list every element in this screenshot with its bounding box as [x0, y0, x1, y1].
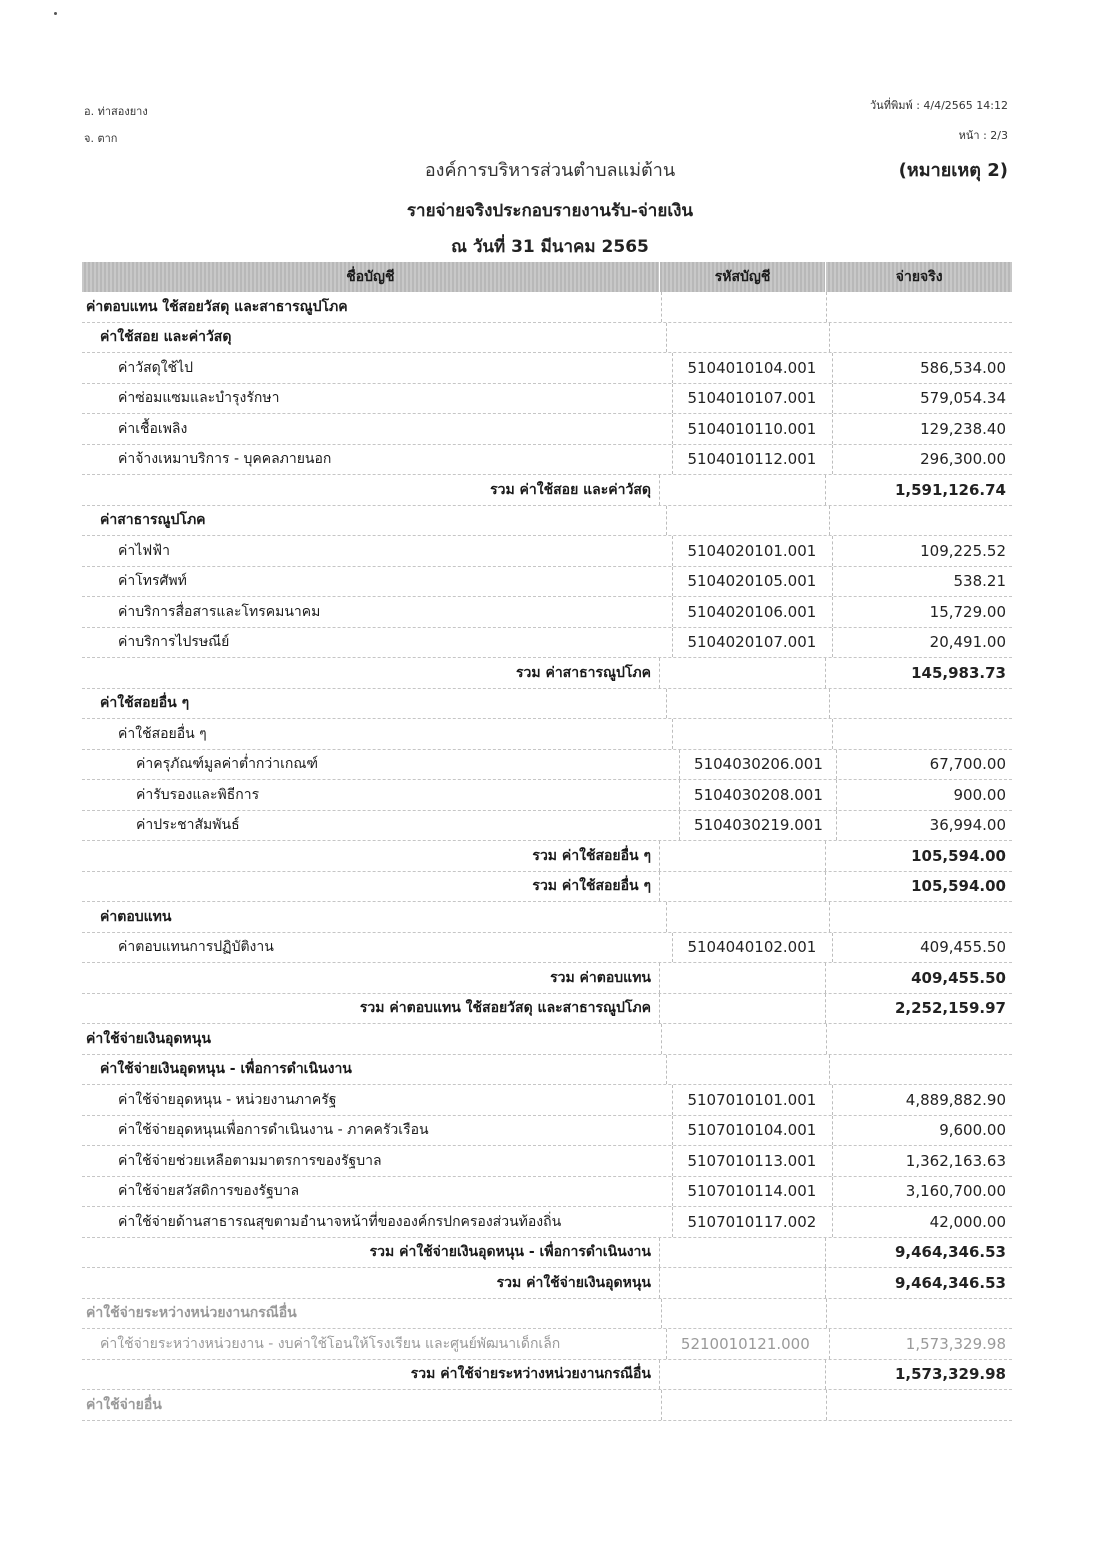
print-date: วันที่พิมพ์ : 4/4/2565 14:12: [870, 99, 1008, 112]
account-code-cell: 5104020105.001: [673, 567, 833, 597]
account-name-cell: ค่าสาธารณูปโภค: [82, 506, 667, 536]
table-row: [82, 1116, 1012, 1147]
account-code-cell: [660, 841, 826, 871]
table-row: [82, 567, 1012, 598]
page-number: หน้า : 2/3: [958, 129, 1008, 142]
account-code-cell: [660, 658, 826, 688]
account-name-cell: ค่าใช้จ่ายช่วยเหลือตามมาตรการของรัฐบาล: [82, 1146, 673, 1176]
account-name-cell: รวม ค่าใช้สอยอื่น ๆ: [82, 841, 660, 871]
amount-cell: [827, 1024, 1012, 1054]
amount-cell: 3,160,700.00: [905, 1182, 1006, 1201]
account-code-cell: 5104030219.001: [680, 811, 837, 841]
account-name-cell: ค่าบริการสื่อสารและโทรคมนาคม: [82, 597, 673, 627]
column-header-actual-paid: จ่ายจริง: [895, 269, 943, 285]
account-name-cell: ค่าใช้จ่ายอื่น: [82, 1390, 662, 1420]
account-name-cell: ค่าใช้จ่ายเงินอุดหนุน - เพื่อการดำเนินงาน: [82, 1055, 667, 1085]
account-code-cell: 5210010121.000: [667, 1329, 830, 1359]
table-body: [82, 292, 1012, 1421]
account-code-cell: 5104020107.001: [673, 628, 833, 658]
district-label: อ. ท่าสองยาง: [84, 105, 148, 118]
account-name-cell: ค่าใช้สอยอื่น ๆ: [82, 689, 667, 719]
account-code-cell: 5104010110.001: [673, 414, 833, 444]
account-code-cell: [660, 1360, 826, 1390]
account-name-cell: ค่าใช้สอยอื่น ๆ: [82, 719, 673, 749]
table-row: [82, 536, 1012, 567]
account-code-cell: [660, 872, 826, 902]
account-code-cell: 5104020106.001: [673, 597, 833, 627]
table-row: [82, 1207, 1012, 1238]
amount-cell: 20,491.00: [929, 633, 1006, 652]
table-row: [82, 1329, 1012, 1360]
amount-cell: 1,573,329.98: [905, 1334, 1006, 1353]
amount-cell: 109,225.52: [920, 541, 1006, 560]
amount-cell: 1,591,126.74: [894, 480, 1006, 499]
account-code-cell: 5104040102.001: [673, 933, 833, 963]
amount-cell: 900.00: [953, 785, 1006, 804]
account-name-cell: ค่าครุภัณฑ์มูลค่าต่ำกว่าเกณฑ์: [82, 750, 680, 780]
total-row: [82, 658, 1012, 689]
table-row: [82, 597, 1012, 628]
account-code-cell: [667, 323, 830, 353]
account-code-cell: [667, 1055, 830, 1085]
section-heading-row: [82, 902, 1012, 933]
section-heading-row: [82, 689, 1012, 720]
account-code-cell: [662, 1024, 827, 1054]
amount-cell: [827, 1299, 1012, 1329]
province-label: จ. ตาก: [84, 132, 118, 145]
table-row: [82, 750, 1012, 781]
section-heading-row: [82, 323, 1012, 354]
account-name-cell: ค่าบริการไปรษณีย์: [82, 628, 673, 658]
table-header: [82, 262, 1012, 292]
account-code-cell: [660, 963, 826, 993]
table-row: [82, 1146, 1012, 1177]
amount-cell: 409,455.50: [911, 968, 1006, 987]
column-header-account-code: รหัสบัญชี: [660, 262, 827, 292]
section-heading-row: [82, 1055, 1012, 1086]
amount-cell: 9,464,346.53: [894, 1273, 1006, 1292]
amount-cell: 409,455.50: [920, 938, 1006, 957]
account-name-cell: ค่าโทรศัพท์: [82, 567, 673, 597]
amount-cell: 105,594.00: [911, 846, 1006, 865]
total-row: [82, 475, 1012, 506]
account-name-cell: รวม ค่าใช้สอยอื่น ๆ: [82, 872, 660, 902]
account-name-cell: ค่าใช้จ่ายระหว่างหน่วยงาน - งบค่าใช้โอนให้โรงเรียน และศูนย์พัฒนาเด็กเล็ก: [82, 1329, 667, 1359]
account-code-cell: 5104020101.001: [673, 536, 833, 566]
amount-cell: [827, 292, 1012, 322]
amount-cell: 9,464,346.53: [894, 1243, 1006, 1262]
amount-cell: [833, 719, 1012, 749]
amount-cell: 9,600.00: [939, 1121, 1006, 1140]
account-name-cell: ค่าไฟฟ้า: [82, 536, 673, 566]
account-code-cell: 5104030206.001: [680, 750, 837, 780]
table-row: [82, 628, 1012, 659]
account-name-cell: ค่าใช้สอย และค่าวัสดุ: [82, 323, 667, 353]
amount-cell: 36,994.00: [929, 816, 1006, 835]
account-name-cell: รวม ค่าตอบแทน: [82, 963, 660, 993]
total-row: [82, 994, 1012, 1025]
account-code-cell: [662, 1299, 827, 1329]
account-code-cell: [660, 1268, 826, 1298]
account-name-cell: ค่าซ่อมแซมและบำรุงรักษา: [82, 384, 673, 414]
total-row: [82, 1360, 1012, 1391]
amount-cell: 2,252,159.97: [894, 999, 1006, 1018]
amount-cell: [827, 1390, 1012, 1420]
account-name-cell: รวม ค่าตอบแทน ใช้สอยวัสดุ และสาธารณูปโภค: [82, 994, 660, 1024]
section-heading-row: [82, 1299, 1012, 1330]
account-name-cell: ค่าใช้จ่ายสวัสดิการของรัฐบาล: [82, 1177, 673, 1207]
account-name-cell: รวม ค่าสาธารณูปโภค: [82, 658, 660, 688]
account-code-cell: [660, 475, 826, 505]
account-code-cell: [660, 1238, 826, 1268]
account-name-cell: รวม ค่าใช้จ่ายเงินอุดหนุน - เพื่อการดำเนินงาน: [82, 1238, 660, 1268]
table-row: [82, 353, 1012, 384]
amount-cell: [830, 902, 1012, 932]
section-heading-row: [82, 1024, 1012, 1055]
table-row: [82, 811, 1012, 842]
account-name-cell: ค่าเชื้อเพลิง: [82, 414, 673, 444]
section-heading-row: [82, 292, 1012, 323]
account-name-cell: ค่าวัสดุใช้ไป: [82, 353, 673, 383]
table-row: [82, 719, 1012, 750]
amount-cell: 1,362,163.63: [905, 1151, 1006, 1170]
amount-cell: 586,534.00: [920, 358, 1006, 377]
account-code-cell: [667, 506, 830, 536]
amount-cell: [830, 689, 1012, 719]
account-name-cell: ค่าใช้จ่ายระหว่างหน่วยงานกรณีอื่น: [82, 1299, 662, 1329]
total-row: [82, 872, 1012, 903]
account-code-cell: 5104010112.001: [673, 445, 833, 475]
amount-cell: 42,000.00: [929, 1212, 1006, 1231]
report-title: รายจ่ายจริงประกอบรายงานรับ-จ่ายเงิน: [406, 201, 694, 221]
scan-speck: [54, 12, 57, 15]
account-code-cell: [673, 719, 833, 749]
amount-cell: 129,238.40: [920, 419, 1006, 438]
amount-cell: 145,983.73: [911, 663, 1006, 682]
section-heading-row: [82, 506, 1012, 537]
account-code-cell: 5104030208.001: [680, 780, 837, 810]
amount-cell: 296,300.00: [920, 450, 1006, 469]
account-code-cell: 5107010104.001: [673, 1116, 833, 1146]
account-code-cell: [667, 902, 830, 932]
account-code-cell: 5107010114.001: [673, 1177, 833, 1207]
table-row: [82, 780, 1012, 811]
account-name-cell: ค่ารับรองและพิธีการ: [82, 780, 680, 810]
account-name-cell: ค่าใช้จ่ายอุดหนุนเพื่อการดำเนินงาน - ภาคครัวเรือน: [82, 1116, 673, 1146]
org-name: องค์การบริหารส่วนตำบลแม่ต้าน: [424, 160, 676, 181]
table-row: [82, 1085, 1012, 1116]
table-row: [82, 414, 1012, 445]
account-code-cell: [662, 1390, 827, 1420]
section-heading-row: [82, 1390, 1012, 1421]
account-code-cell: [667, 689, 830, 719]
account-name-cell: ค่าใช้จ่ายอุดหนุน - หน่วยงานภาครัฐ: [82, 1085, 673, 1115]
amount-cell: [830, 506, 1012, 536]
account-code-cell: 5104010104.001: [673, 353, 833, 383]
note-label: (หมายเหตุ 2): [898, 160, 1008, 181]
account-code-cell: [660, 994, 826, 1024]
account-name-cell: ค่าประชาสัมพันธ์: [82, 811, 680, 841]
amount-cell: 1,573,329.98: [894, 1365, 1006, 1384]
total-row: [82, 1238, 1012, 1269]
amount-cell: [830, 323, 1012, 353]
total-row: [82, 963, 1012, 994]
table-row: [82, 384, 1012, 415]
account-code-cell: 5104010107.001: [673, 384, 833, 414]
amount-cell: 4,889,882.90: [905, 1090, 1006, 1109]
account-name-cell: ค่าใช้จ่ายด้านสาธารณสุขตามอำนาจหน้าที่ขององค์กรปกครองส่วนท้องถิ่น: [82, 1207, 673, 1237]
table-row: [82, 445, 1012, 476]
amount-cell: 105,594.00: [911, 877, 1006, 896]
table-row: [82, 1177, 1012, 1208]
account-code-cell: 5107010113.001: [673, 1146, 833, 1176]
account-name-cell: ค่าใช้จ่ายเงินอุดหนุน: [82, 1024, 662, 1054]
amount-cell: 67,700.00: [929, 755, 1006, 774]
expense-table: [82, 262, 1012, 1421]
account-name-cell: ค่าจ้างเหมาบริการ - บุคคลภายนอก: [82, 445, 673, 475]
account-code-cell: 5107010117.002: [673, 1207, 833, 1237]
account-name-cell: รวม ค่าใช้สอย และค่าวัสดุ: [82, 475, 660, 505]
total-row: [82, 841, 1012, 872]
amount-cell: 538.21: [953, 572, 1006, 591]
account-name-cell: ค่าตอบแทน ใช้สอยวัสดุ และสาธารณูปโภค: [82, 292, 662, 322]
account-name-cell: ค่าตอบแทน: [82, 902, 667, 932]
amount-cell: 579,054.34: [920, 389, 1006, 408]
amount-cell: [830, 1055, 1012, 1085]
report-date: ณ วันที่ 31 มีนาคม 2565: [451, 237, 649, 257]
total-row: [82, 1268, 1012, 1299]
account-name-cell: ค่าตอบแทนการปฏิบัติงาน: [82, 933, 673, 963]
table-row: [82, 933, 1012, 964]
account-name-cell: รวม ค่าใช้จ่ายเงินอุดหนุน: [82, 1268, 660, 1298]
amount-cell: 15,729.00: [929, 602, 1006, 621]
column-header-account-name: ชื่อบัญชี: [82, 262, 660, 292]
account-code-cell: 5107010101.001: [673, 1085, 833, 1115]
account-code-cell: [662, 292, 827, 322]
account-name-cell: รวม ค่าใช้จ่ายระหว่างหน่วยงานกรณีอื่น: [82, 1360, 660, 1390]
